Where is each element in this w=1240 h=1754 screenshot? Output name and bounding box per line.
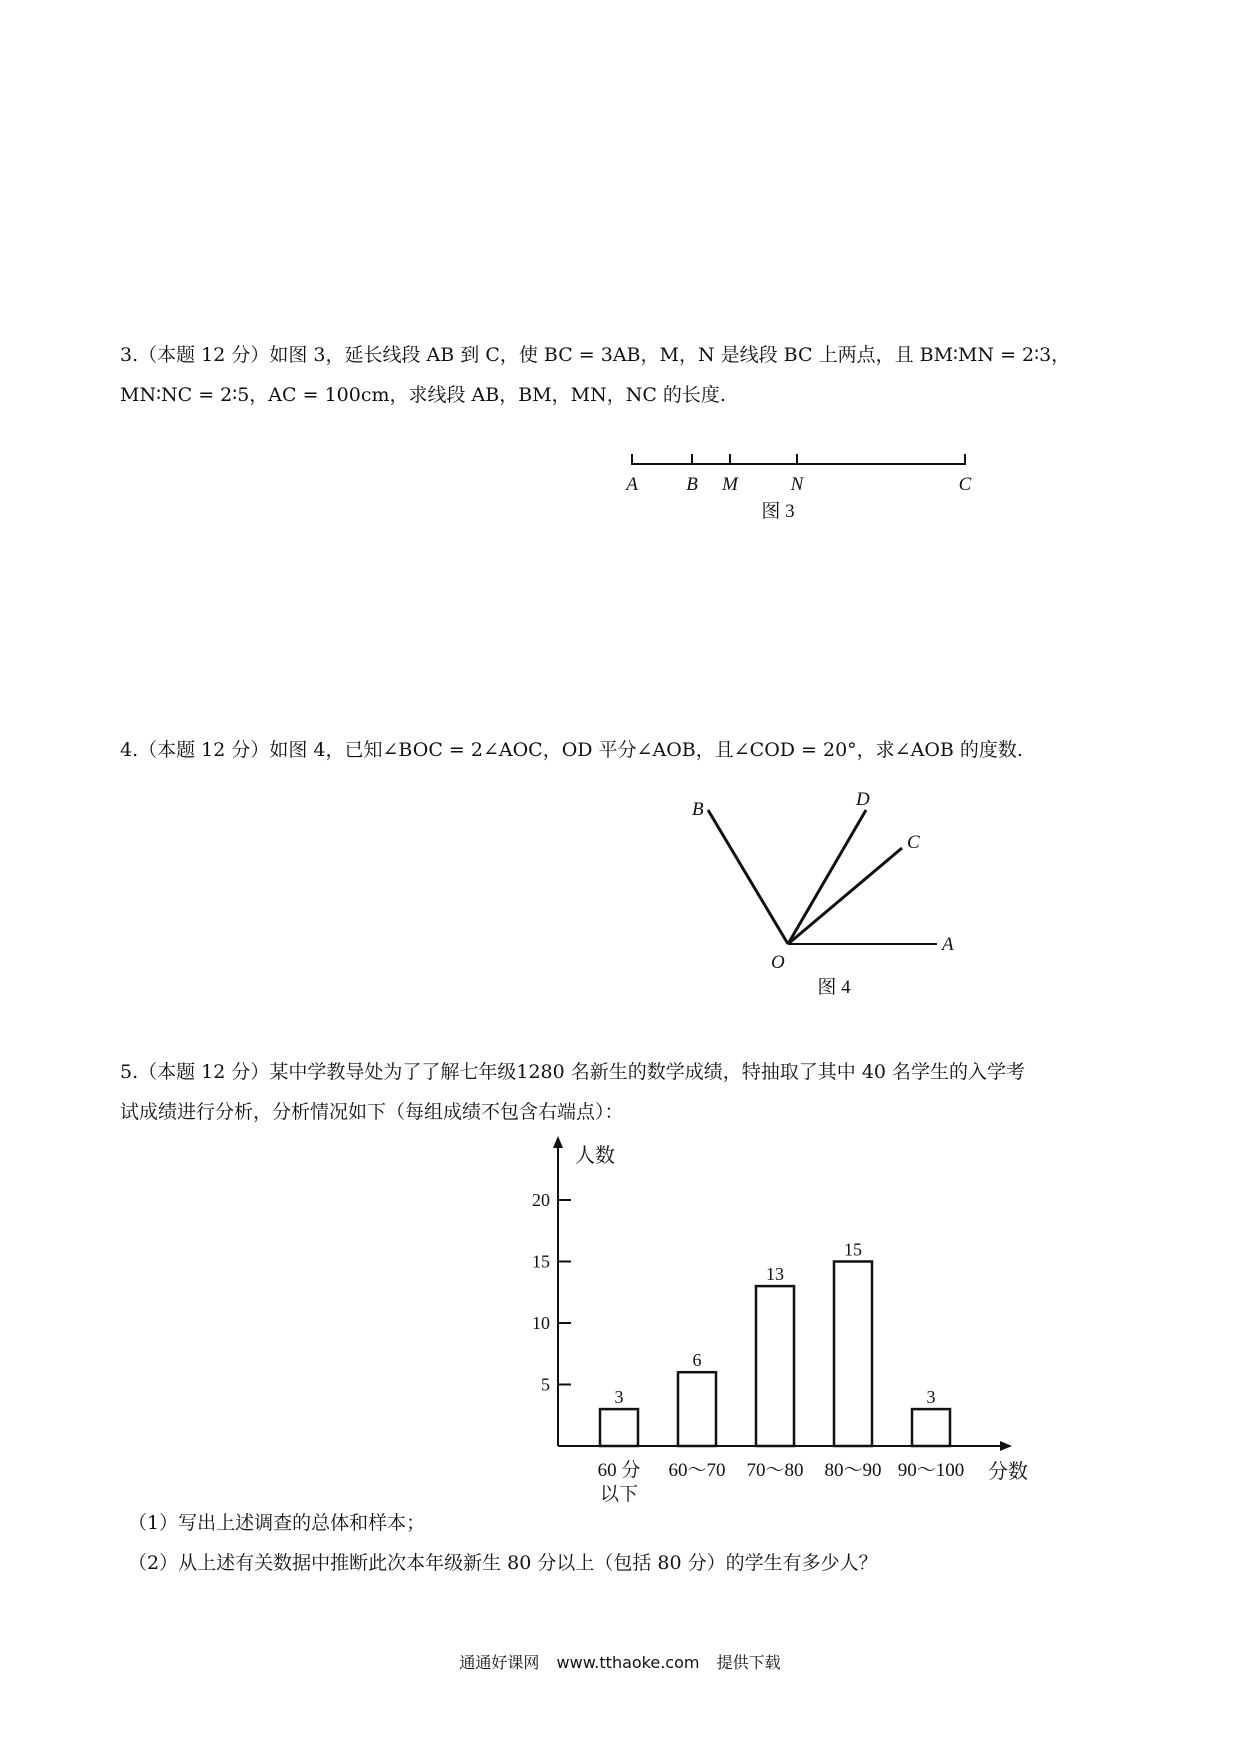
footer-url[interactable]: www.tthaoke.com <box>556 1653 700 1672</box>
footer-suffix: 提供下载 <box>716 1653 781 1672</box>
label-d: D <box>856 789 870 810</box>
figure-3-segment-diagram <box>0 450 1240 590</box>
question-4 <box>120 730 1140 770</box>
segment-point-label-a: A <box>626 474 638 495</box>
bar <box>678 1372 716 1446</box>
x-category-label: 60 分 <box>597 1460 641 1481</box>
figure-3-caption: 图 3 <box>761 501 795 522</box>
x-axis-label: 分数 <box>988 1461 1028 1483</box>
ray-od <box>788 810 866 944</box>
bar <box>600 1409 638 1446</box>
label-a: A <box>942 934 954 955</box>
bar-data-label: 15 <box>844 1239 862 1260</box>
label-c: C <box>907 832 920 853</box>
question-3-line-1: 3.（本题 12 分）如图 3，延长线段 AB 到 C，使 BC = 3AB，M，N 是线段 BC 上两点，且 BM∶MN = 2∶3， <box>120 344 1071 366</box>
score-histogram <box>0 1130 1240 1510</box>
page-footer <box>0 1650 1240 1673</box>
bar <box>912 1409 950 1446</box>
segment-point-label-n: N <box>790 474 804 495</box>
footer-site-name: 通通好课网 <box>459 1653 540 1672</box>
segment-point-label-b: B <box>686 474 698 495</box>
bar-data-label: 3 <box>614 1387 624 1408</box>
bar <box>834 1262 872 1447</box>
question-3 <box>120 335 1140 415</box>
y-tick-label: 10 <box>532 1313 550 1333</box>
segment-point-label-m: M <box>722 474 738 495</box>
label-o: O <box>771 952 785 973</box>
label-b: B <box>692 799 704 820</box>
segment-point-label-c: C <box>958 474 972 495</box>
x-category-label: 80～90 <box>824 1460 882 1481</box>
y-tick-label: 20 <box>532 1190 550 1210</box>
question-5-line-2: 试成绩进行分析，分析情况如下（每组成绩不包含右端点）： <box>120 1101 624 1123</box>
x-category-label: 以下 <box>599 1484 639 1505</box>
x-category-label: 90～100 <box>897 1460 965 1481</box>
y-tick-label: 15 <box>532 1251 550 1272</box>
question-5-line-1: 5.（本题 12 分）某中学教导处为了了解七年级1280 名新生的数学成绩，特抽取了其中 40 名学生的入学考 <box>120 1061 1026 1083</box>
ray-ob <box>708 810 788 944</box>
x-category-label: 70～80 <box>746 1460 804 1481</box>
ray-oc <box>788 848 902 944</box>
x-category-label: 60～70 <box>668 1460 726 1481</box>
question-5-part-1: （1）写出上述调查的总体和样本； <box>128 1512 426 1534</box>
bar <box>756 1286 794 1446</box>
question-4-text: 4.（本题 12 分）如图 4，已知∠BOC = 2∠AOC，OD 平分∠AOB，且∠COD = 20°，求∠AOB 的度数. <box>120 739 1023 761</box>
bar-data-label: 3 <box>926 1387 936 1408</box>
question-3-line-2: MN∶NC = 2∶5，AC = 100cm，求线段 AB，BM，MN，NC 的长度. <box>120 384 726 406</box>
bar-data-label: 13 <box>766 1264 784 1285</box>
figure-4-angle-diagram <box>0 790 1240 1010</box>
figure-4-caption: 图 4 <box>817 977 851 998</box>
question-5 <box>120 1052 1140 1132</box>
bar-data-label: 6 <box>692 1350 702 1371</box>
y-axis-label: 人数 <box>575 1145 615 1167</box>
question-5-part-2: （2）从上述有关数据中推断此次本年级新生 80 分以上（包括 80 分）的学生有多少人？ <box>128 1552 878 1574</box>
y-tick-label: 5 <box>541 1374 550 1395</box>
